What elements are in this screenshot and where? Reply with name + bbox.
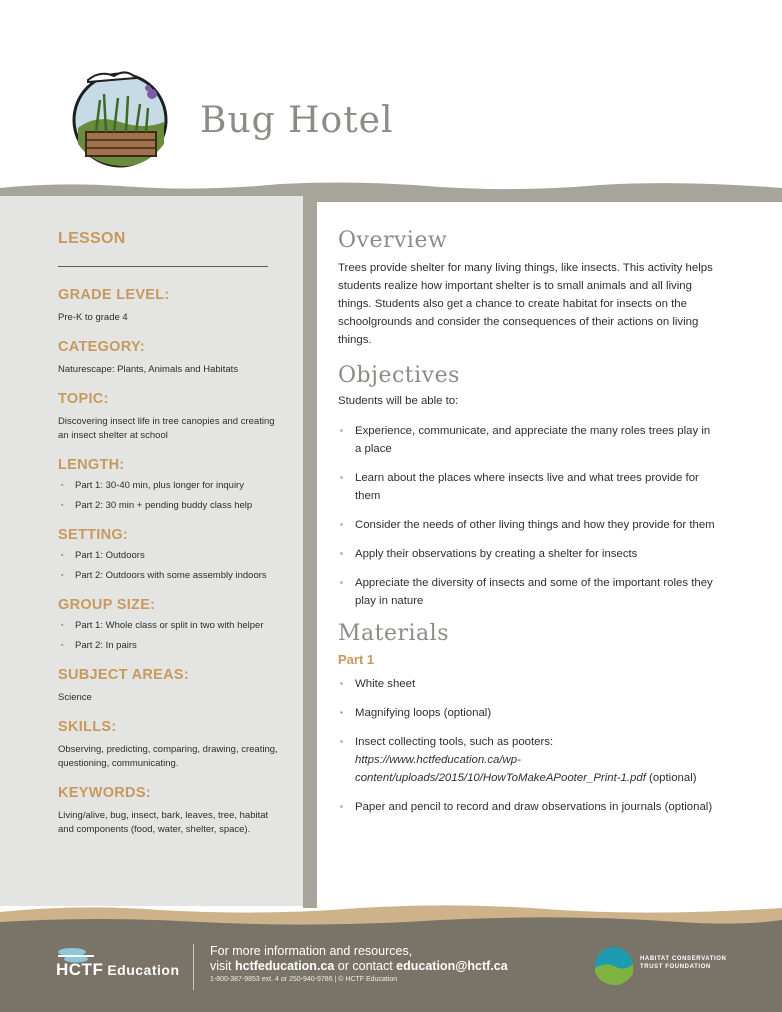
footer-line-1: For more information and resources, [210, 944, 413, 958]
list-item: ▪ Part 2: In pairs [58, 639, 280, 653]
foundation-line-2: TRUST FOUNDATION [640, 964, 711, 970]
keywords-heading: KEYWORDS: [58, 785, 151, 801]
email-link[interactable]: education@hctf.ca [396, 959, 508, 973]
group-size-heading: GROUP SIZE: [58, 597, 156, 613]
keywords-text: Living/alive, bug, insect, bark, leaves, tree, habitat and components (food, water, shelter, space). [58, 810, 269, 835]
sidebar-edge [303, 188, 317, 908]
topic-heading: TOPIC: [58, 391, 109, 407]
page-title: Bug Hotel [200, 100, 394, 141]
footer-info [210, 944, 550, 986]
footer-contact-line: 1-800-387-9853 ext. 4 or 250-940-9786 | © HCTF Education [210, 976, 398, 983]
footer [0, 926, 782, 1012]
website-link[interactable]: hctfeducation.ca [235, 959, 335, 973]
materials-list [338, 675, 718, 816]
footer-contact-text: or contact [334, 959, 397, 973]
footer-visit-text: visit [210, 959, 235, 973]
list-item: ▪ Part 2: Outdoors with some assembly indoors [58, 569, 280, 583]
list-item: ▪ Consider the needs of other living things and how they provide for them [338, 516, 718, 534]
list-item: ▪ Part 1: Whole class or split in two with helper [58, 619, 280, 633]
category-text: Naturescape: Plants, Animals and Habitats [58, 364, 239, 375]
objectives-intro: Students will be able to: [338, 395, 459, 407]
bug-hotel-logo-icon [66, 64, 174, 172]
grade-level-text: Pre-K to grade 4 [58, 312, 128, 323]
skills-heading: SKILLS: [58, 719, 117, 735]
education-logo-text: Education [107, 962, 180, 978]
foundation-name [640, 955, 726, 971]
list-item-suffix: (optional) [649, 772, 697, 784]
pooter-link[interactable]: https://www.hctfeducation.ca/wp-content/uploads/2015/10/HowToMakeAPooter_Print-1.pdf [355, 754, 646, 784]
list-item [338, 733, 718, 787]
length-heading: LENGTH: [58, 457, 125, 473]
lesson-sidebar [0, 196, 310, 906]
lesson-rule [58, 266, 268, 267]
length-list [58, 479, 280, 513]
skills-text: Observing, predicting, comparing, drawing, creating, questioning, communicating. [58, 744, 278, 769]
foundation-line-1: HABITAT CONSERVATION [640, 956, 727, 962]
list-item: ▪ Apply their observations by creating a shelter for insects [338, 545, 718, 563]
hctf-education-logo[interactable] [56, 960, 180, 980]
list-item: ▪ Experience, communicate, and appreciate the many roles trees play in a place [338, 422, 718, 458]
overview-text: Trees provide shelter for many living things, like insects. This activity helps students realize how important shelter is to small animals and all living things. Students also get a chance to create habitat for insects on the schoolgrounds and consider the consequences of their actions on living things. [338, 262, 713, 346]
materials-heading: Materials [338, 621, 449, 646]
setting-list [58, 549, 280, 583]
list-item: ▪ Part 1: Outdoors [58, 549, 280, 563]
topic-text: Discovering insect life in tree canopies and creating an insect shelter at school [58, 416, 275, 441]
category-heading: CATEGORY: [58, 339, 146, 355]
grade-level-heading: GRADE LEVEL: [58, 287, 170, 303]
list-item: ▪ Part 1: 30-40 min, plus longer for inquiry [58, 479, 280, 493]
lesson-label: LESSON [58, 230, 126, 247]
footer-line-2 [210, 959, 550, 974]
list-item-text: Insect collecting tools, such as pooters: [355, 736, 554, 748]
overview-heading: Overview [338, 228, 448, 253]
subject-areas-text: Science [58, 692, 92, 703]
list-item: ▪ Appreciate the diversity of insects and some of the important roles they play in nature [338, 574, 718, 610]
list-item: ▪ Paper and pencil to record and draw observations in journals (optional) [338, 798, 718, 816]
part-1-label: Part 1 [338, 652, 375, 667]
list-item: ▪ Magnifying loops (optional) [338, 704, 718, 722]
list-item: ▪ Learn about the places where insects live and what trees provide for them [338, 469, 718, 505]
subject-areas-heading: SUBJECT AREAS: [58, 667, 189, 683]
setting-heading: SETTING: [58, 527, 129, 543]
objectives-list [338, 422, 718, 610]
main-content [338, 228, 718, 827]
list-item: ▪ White sheet [338, 675, 718, 693]
list-item: ▪ Part 2: 30 min + pending buddy class help [58, 499, 280, 513]
group-size-list [58, 619, 280, 653]
hctf-logo-text: HCTF [56, 960, 104, 979]
objectives-heading: Objectives [338, 363, 460, 388]
footer-separator [193, 944, 194, 990]
